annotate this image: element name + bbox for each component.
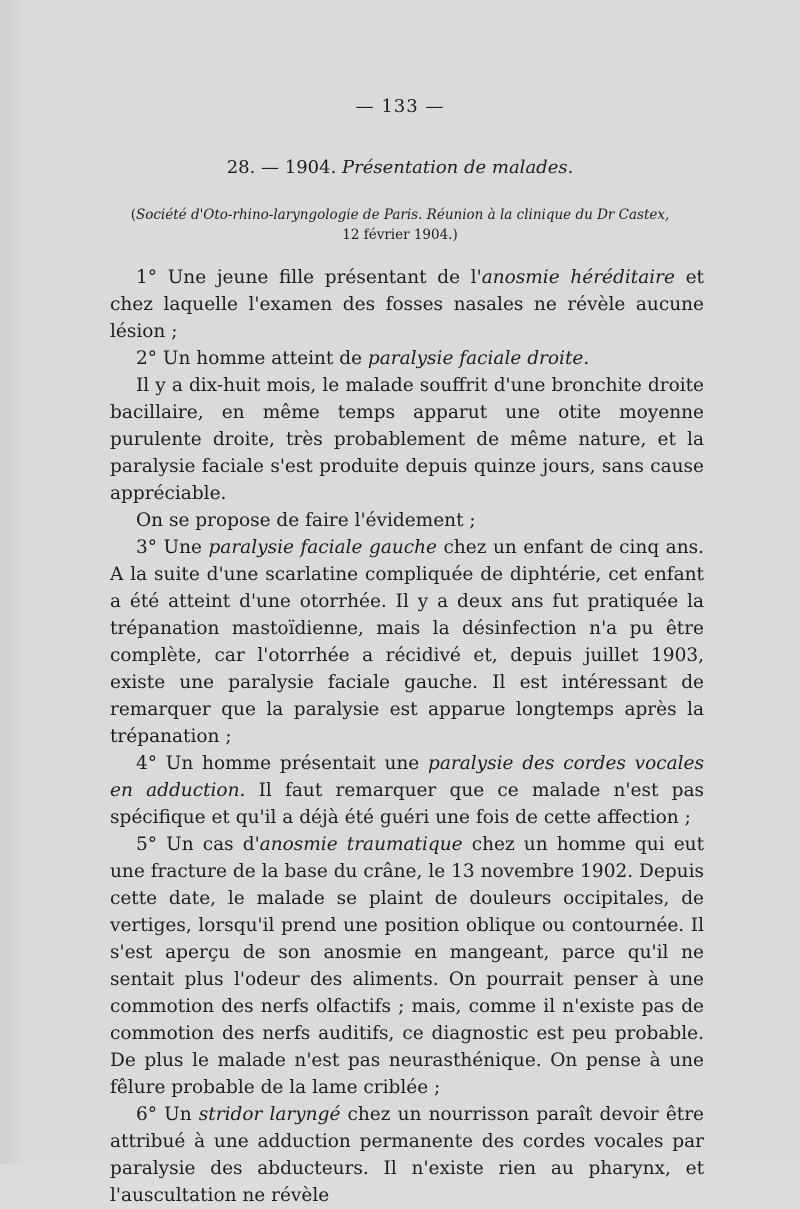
text-run: 1° Une jeune fille présentant de l' — [136, 267, 482, 288]
italic-term: paralysie faciale droite. — [367, 348, 590, 369]
source-society: Société d'Oto-rhino-laryngologie de Paris. Réunion à la clinique du Dr Castex, — [136, 207, 670, 223]
italic-term: anosmie héréditaire — [481, 267, 675, 288]
text-run: chez un enfant de cinq ans. A la suite d'une scarlatine compliquée de diphtérie, cet enfant a été atteint d'une otorrhée. Il y a deux ans fut pratiquée la trépanation mastoïdienne, mais la désinfection n'a pu être complète, car l'otorrhée a récidivé et, depuis juillet 1903, existe une paralysie faciale gauche. Il est intéressant de remarquer que la paralysie est apparue longtemps après la trépanation ; — [110, 537, 704, 747]
italic-term: paralysie faciale gauche — [208, 537, 437, 558]
body-text — [110, 264, 704, 1209]
page-number: — 133 — — [355, 96, 445, 117]
text-run: chez un homme qui eut une fracture de la base du crâne, le 13 novembre 1902. Depuis cette date, le malade se plaint de douleurs occipitales, de vertiges, lorsqu'il prend une position oblique ou contournée. Il s'est aperçu de son anosmie en mangeant, parce qu'il ne sentait plus l'odeur des aliments. On pourrait penser à une commotion des nerfs olfactifs ; mais, comme il n'existe pas de commotion des nerfs auditifs, ce diagnostic est peu probable. De plus le malade n'est pas neurasthénique. On pense à une fêlure probable de la lame criblée ; — [110, 834, 705, 1098]
text-run: 5° Un cas d' — [136, 834, 260, 855]
source-note — [80, 205, 720, 245]
section-heading — [0, 157, 800, 178]
paragraph — [110, 507, 704, 534]
paragraph — [110, 264, 704, 345]
italic-term: anosmie traumatique — [259, 834, 463, 855]
paragraph — [110, 345, 704, 372]
text-run: Il y a dix-huit mois, le malade souffrit d'une bronchite droite bacillaire, en même temps apparut une otite moyenne purulente droite, très probablement de même nature, et la paralysie faciale s'est produite depuis quinze jours, sans cause appréciable. — [110, 375, 704, 504]
section-number: 28. — 1904. — [226, 157, 337, 178]
italic-term: stridor laryngé — [198, 1104, 341, 1125]
text-run: 3° Une — [136, 537, 209, 558]
italic-term: paralysie des cordes vocales en adduction. — [110, 753, 704, 801]
paragraph — [110, 750, 704, 831]
section-title: Présentation de malades. — [342, 157, 574, 178]
source-line-2: 12 février 1904.) — [342, 227, 458, 243]
text-run: 6° Un — [136, 1104, 199, 1125]
text-run: 2° Un homme atteint de — [136, 348, 368, 369]
text-run: On se propose de faire l'évidement ; — [136, 510, 476, 531]
text-run: et chez laquelle l'examen des fosses nasales ne révèle aucune lésion ; — [110, 267, 704, 342]
source-open-paren: ( — [130, 207, 136, 223]
text-run: chez un nourrisson paraît devoir être attribué à une adduction permanente des cordes vocales par paralysie des abducteurs. Il n'existe rien au pharynx, et l'auscultation ne révèle — [110, 1104, 704, 1206]
paragraph — [110, 534, 704, 750]
source-line-1 — [80, 205, 720, 225]
paragraph — [110, 1101, 704, 1209]
paragraph — [110, 831, 704, 1101]
paragraph — [110, 372, 704, 507]
text-run: Il faut remarquer que ce malade n'est pas spécifique et qu'il a déjà été guéri une fois de cette affection ; — [110, 780, 704, 828]
text-run: 4° Un homme présentait une — [136, 753, 428, 774]
